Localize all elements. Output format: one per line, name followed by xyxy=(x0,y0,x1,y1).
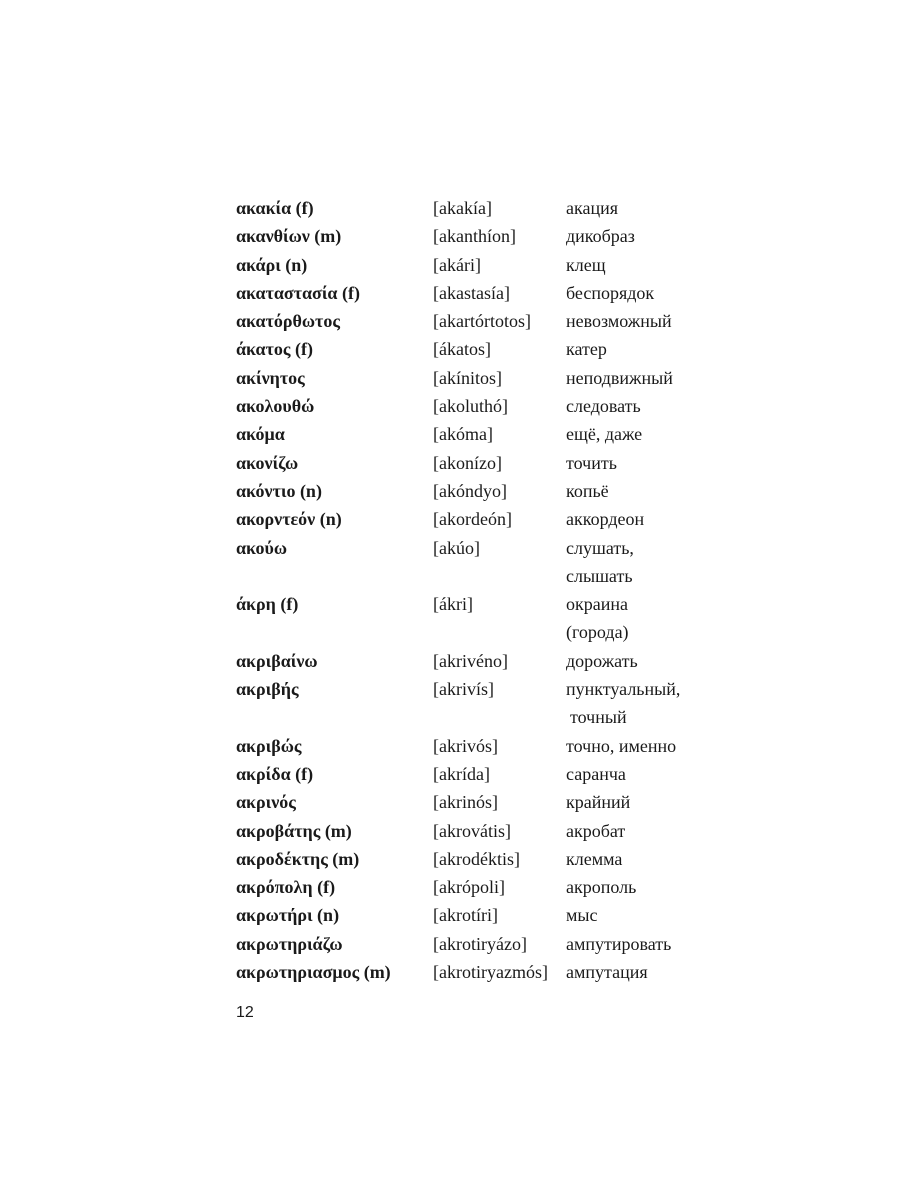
transliteration: [akoluthó] xyxy=(433,396,508,417)
translation-line: беспорядок xyxy=(566,282,655,303)
dictionary-entry xyxy=(236,449,716,477)
translation-line: точить xyxy=(566,452,617,473)
russian-translation xyxy=(566,251,716,279)
transliteration: [akári] xyxy=(433,254,481,275)
transliteration: [akrodéktis] xyxy=(433,848,520,869)
greek-word: ακριβαίνω xyxy=(236,650,318,671)
dictionary-entry xyxy=(236,392,716,420)
translation-line: катер xyxy=(566,339,607,360)
translation-line: акрополь xyxy=(566,877,637,898)
transliteration: [akrópoli] xyxy=(433,877,505,898)
dictionary-entry xyxy=(236,505,716,533)
russian-translation xyxy=(566,477,716,505)
translation-line: акация xyxy=(566,198,618,218)
russian-translation xyxy=(566,675,716,732)
translation-line: неподвижный xyxy=(566,367,673,388)
russian-translation xyxy=(566,845,716,873)
dictionary-entry xyxy=(236,251,716,279)
transliteration: [akakía] xyxy=(433,198,492,218)
greek-word: ακορντεόν (n) xyxy=(236,509,342,530)
dictionary-entry xyxy=(236,420,716,448)
transliteration: [akúo] xyxy=(433,537,480,558)
translation-line: дорожать xyxy=(566,650,638,671)
dictionary-entry xyxy=(236,477,716,505)
dictionary-entry xyxy=(236,307,716,335)
dictionary-entry xyxy=(236,222,716,250)
greek-word: ακονίζω xyxy=(236,452,299,473)
dictionary-entry xyxy=(236,534,716,591)
russian-translation xyxy=(566,732,716,760)
transliteration: [akrotiryazmós] xyxy=(433,962,548,983)
greek-word: ακριβώς xyxy=(236,735,302,756)
transliteration: [akóndyo] xyxy=(433,480,507,501)
dictionary-entry xyxy=(236,194,716,222)
greek-word: άκρη (f) xyxy=(236,594,299,615)
transliteration: [akínitos] xyxy=(433,367,502,388)
translation-line: слушать, xyxy=(566,537,634,558)
translation-line: слышать xyxy=(566,565,633,586)
greek-word: ακροβάτης (m) xyxy=(236,820,352,841)
russian-translation xyxy=(566,647,716,675)
greek-word: ακριβής xyxy=(236,679,299,700)
transliteration: [akrinós] xyxy=(433,792,498,813)
greek-word: ακολουθώ xyxy=(236,396,315,417)
transliteration: [akrotiryázo] xyxy=(433,933,527,954)
translation-line: (города) xyxy=(566,622,629,643)
russian-translation xyxy=(566,194,716,222)
translation-line: клещ xyxy=(566,254,606,275)
page-number: 12 xyxy=(236,1004,254,1021)
translation-line: дикобраз xyxy=(566,226,635,247)
transliteration: [akrivís] xyxy=(433,679,494,700)
russian-translation xyxy=(566,420,716,448)
greek-word: ακρωτηριάζω xyxy=(236,933,343,954)
translation-line: ещё, даже xyxy=(566,424,643,445)
dictionary-entry xyxy=(236,817,716,845)
dictionary-table xyxy=(236,194,716,986)
translation-line: клемма xyxy=(566,848,623,869)
russian-translation xyxy=(566,788,716,816)
translation-line: невозможный xyxy=(566,311,672,332)
dictionary-entry xyxy=(236,335,716,363)
greek-word: ακρόπολη (f) xyxy=(236,877,336,898)
transliteration: [akastasía] xyxy=(433,282,510,303)
russian-translation xyxy=(566,279,716,307)
dictionary-entry xyxy=(236,364,716,392)
translation-line: ампутировать xyxy=(566,933,672,954)
transliteration: [akrotíri] xyxy=(433,905,498,926)
russian-translation xyxy=(566,901,716,929)
dictionary-entry xyxy=(236,760,716,788)
russian-translation xyxy=(566,760,716,788)
russian-translation xyxy=(566,958,716,986)
russian-translation xyxy=(566,873,716,901)
translation-line: окраина xyxy=(566,594,628,615)
translation-line: акробат xyxy=(566,820,626,841)
russian-translation xyxy=(566,335,716,363)
dictionary-entry xyxy=(236,873,716,901)
greek-word: ακαταστασία (f) xyxy=(236,282,360,303)
greek-word: ακρινός xyxy=(236,792,296,813)
greek-word: ακροδέκτης (m) xyxy=(236,848,360,869)
transliteration: [akanthíon] xyxy=(433,226,516,247)
greek-word: ακόντιο (n) xyxy=(236,480,322,501)
translation-line: аккордеон xyxy=(566,509,645,530)
translation-line: саранча xyxy=(566,763,626,784)
russian-translation xyxy=(566,392,716,420)
russian-translation xyxy=(566,449,716,477)
greek-word: άκατος (f) xyxy=(236,339,313,360)
greek-word: ακίνητος xyxy=(236,367,305,388)
dictionary-entry xyxy=(236,788,716,816)
translation-line: точный xyxy=(570,707,627,728)
russian-translation xyxy=(566,505,716,533)
greek-word: ακρωτηριασμος (m) xyxy=(236,962,391,983)
transliteration: [akrivéno] xyxy=(433,650,508,671)
dictionary-entry xyxy=(236,647,716,675)
translation-line: пунктуальный, xyxy=(566,679,681,700)
transliteration: [ákri] xyxy=(433,594,473,615)
dictionary-entry xyxy=(236,732,716,760)
russian-translation xyxy=(566,364,716,392)
translation-line: ампутация xyxy=(566,962,648,983)
transliteration: [ákatos] xyxy=(433,339,491,360)
transliteration: [akonízo] xyxy=(433,452,502,473)
greek-word: ακανθίων (m) xyxy=(236,226,342,247)
translation-line: копьё xyxy=(566,480,609,501)
greek-word: ακατόρθωτος xyxy=(236,311,340,332)
greek-word: ακρωτήρι (n) xyxy=(236,905,340,926)
greek-word: ακούω xyxy=(236,537,288,558)
russian-translation xyxy=(566,590,716,647)
translation-line: точно, именно xyxy=(566,735,677,756)
dictionary-entry xyxy=(236,590,716,647)
greek-word: ακάρι (n) xyxy=(236,254,308,275)
dictionary-entry xyxy=(236,901,716,929)
transliteration: [akrivós] xyxy=(433,735,498,756)
russian-translation xyxy=(566,307,716,335)
transliteration: [akrída] xyxy=(433,763,490,784)
dictionary-entry xyxy=(236,279,716,307)
transliteration: [akóma] xyxy=(433,424,493,445)
russian-translation xyxy=(566,817,716,845)
russian-translation xyxy=(566,534,716,591)
translation-line: следовать xyxy=(566,396,641,417)
translation-line: крайний xyxy=(566,792,631,813)
dictionary-entry xyxy=(236,675,716,732)
transliteration: [akordeón] xyxy=(433,509,512,530)
dictionary-entry xyxy=(236,958,716,986)
transliteration: [akrovátis] xyxy=(433,820,511,841)
transliteration: [akartórtotos] xyxy=(433,311,531,332)
greek-word: ακόμα xyxy=(236,424,285,445)
russian-translation xyxy=(566,222,716,250)
dictionary-entry xyxy=(236,930,716,958)
greek-word: ακρίδα (f) xyxy=(236,763,314,784)
dictionary-entry xyxy=(236,845,716,873)
translation-line: мыс xyxy=(566,905,598,926)
russian-translation xyxy=(566,930,716,958)
greek-word: ακακία (f) xyxy=(236,198,314,218)
